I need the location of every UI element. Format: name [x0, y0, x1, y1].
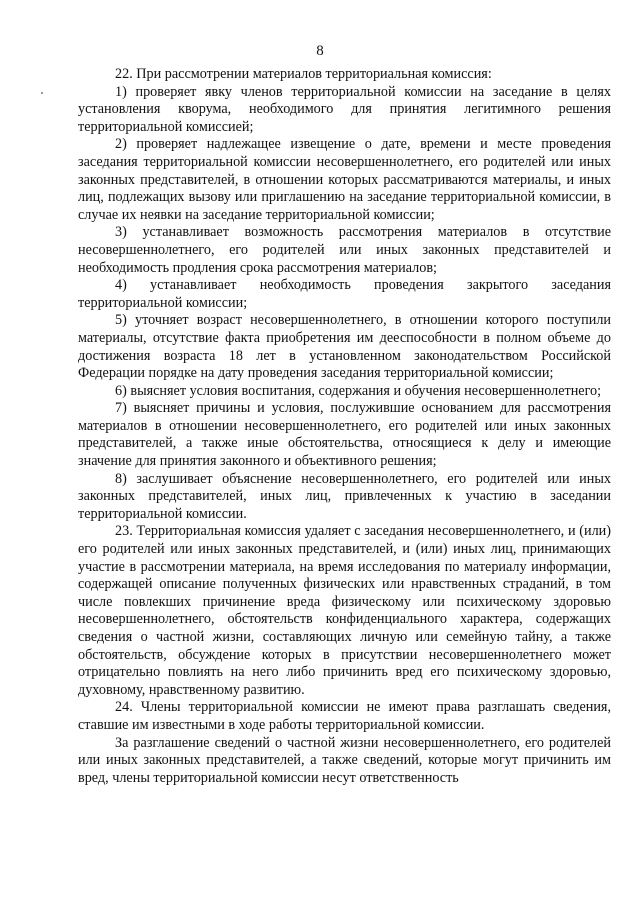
paragraph-item-2: 2) проверяет надлежащее извещение о дате, времени и месте проведения заседания территориальной комиссии несовершеннолетнего, его родителей или иных законных представителей, в отношении которых рассматриваются материалы, и иных лиц, подлежащих вызову или приглашению на заседание территориальной комиссии, в случае их неявки на заседание территориальной комиссии; [78, 136, 611, 223]
paragraph-22-intro: 22. При рассмотрении материалов территориальная комиссия: [115, 66, 492, 82]
paragraph-24: 24. Члены территориальной комиссии не имеют права разглашать сведения, ставшие им известными в ходе работы территориальной комиссии. [78, 699, 611, 733]
paragraph-23: 23. Территориальная комиссия удаляет с заседания несовершеннолетнего, и (или) его родителей или иных законных представителей, и (или) иных лиц, принимающих участие в рассмотрении материала, на время исследования по материалу информации, содержащей описание полученных физических или нравственных страданий, в том числе повлекших причинение вреда физическому или психическому здоровью несовершеннолетнего, обстоятельств конфиденциального характера, содержащих сведения о частной жизни, составляющих личную или семейную тайну, а также обстоятельств, обсуждение которых в присутствии несовершеннолетнего может отрицательно повлиять на него либо причинить вред его психическому здоровью, духовному, нравственному развитию. [78, 523, 611, 698]
scan-mark [41, 92, 43, 94]
paragraph-item-1: 1) проверяет явку членов территориальной комиссии на заседание в целях установления кворума, необходимого для принятия легитимного решения территориальной комиссией; [78, 83, 611, 135]
paragraph-item-3: 3) устанавливает возможность рассмотрения материалов в отсутствие несовершеннолетнего, его родителей или иных законных представителей и необходимость продления срока рассмотрения материалов; [78, 224, 611, 276]
document-body [78, 66, 611, 787]
paragraph-item-5: 5) уточняет возраст несовершеннолетнего, в отношении которого поступили материалы, отсутствие факта приобретения им дееспособности в полном объеме до достижения возраста 18 лет в установленном законодательством Российской Федерации порядке на дату проведения заседания территориальной комиссии; [78, 312, 611, 382]
paragraph-item-4: 4) устанавливает необходимость проведения закрытого заседания территориальной комиссии; [78, 277, 611, 311]
paragraph-item-7: 7) выясняет причины и условия, послужившие основанием для рассмотрения материалов в отношении несовершеннолетнего, его родителей или иных законных представителей, а также иные обстоятельства, относящиеся к делу и имеющие значение для принятия законного и объективного решения; [78, 400, 611, 470]
paragraph-item-6: 6) выясняет условия воспитания, содержания и обучения несовершеннолетнего; [115, 382, 602, 399]
paragraph-24-continuation: За разглашение сведений о частной жизни несовершеннолетнего, его родителей или иных законных представителей, а также сведений, которые могут причинить им вред, члены территориальной комиссии несут ответственность [78, 734, 611, 786]
paragraph-item-8: 8) заслушивает объяснение несовершеннолетнего, его родителей или иных законных представителей, иных лиц, привлеченных к участию в заседании территориальной комиссии. [78, 470, 611, 522]
page-number: 8 [316, 43, 324, 59]
